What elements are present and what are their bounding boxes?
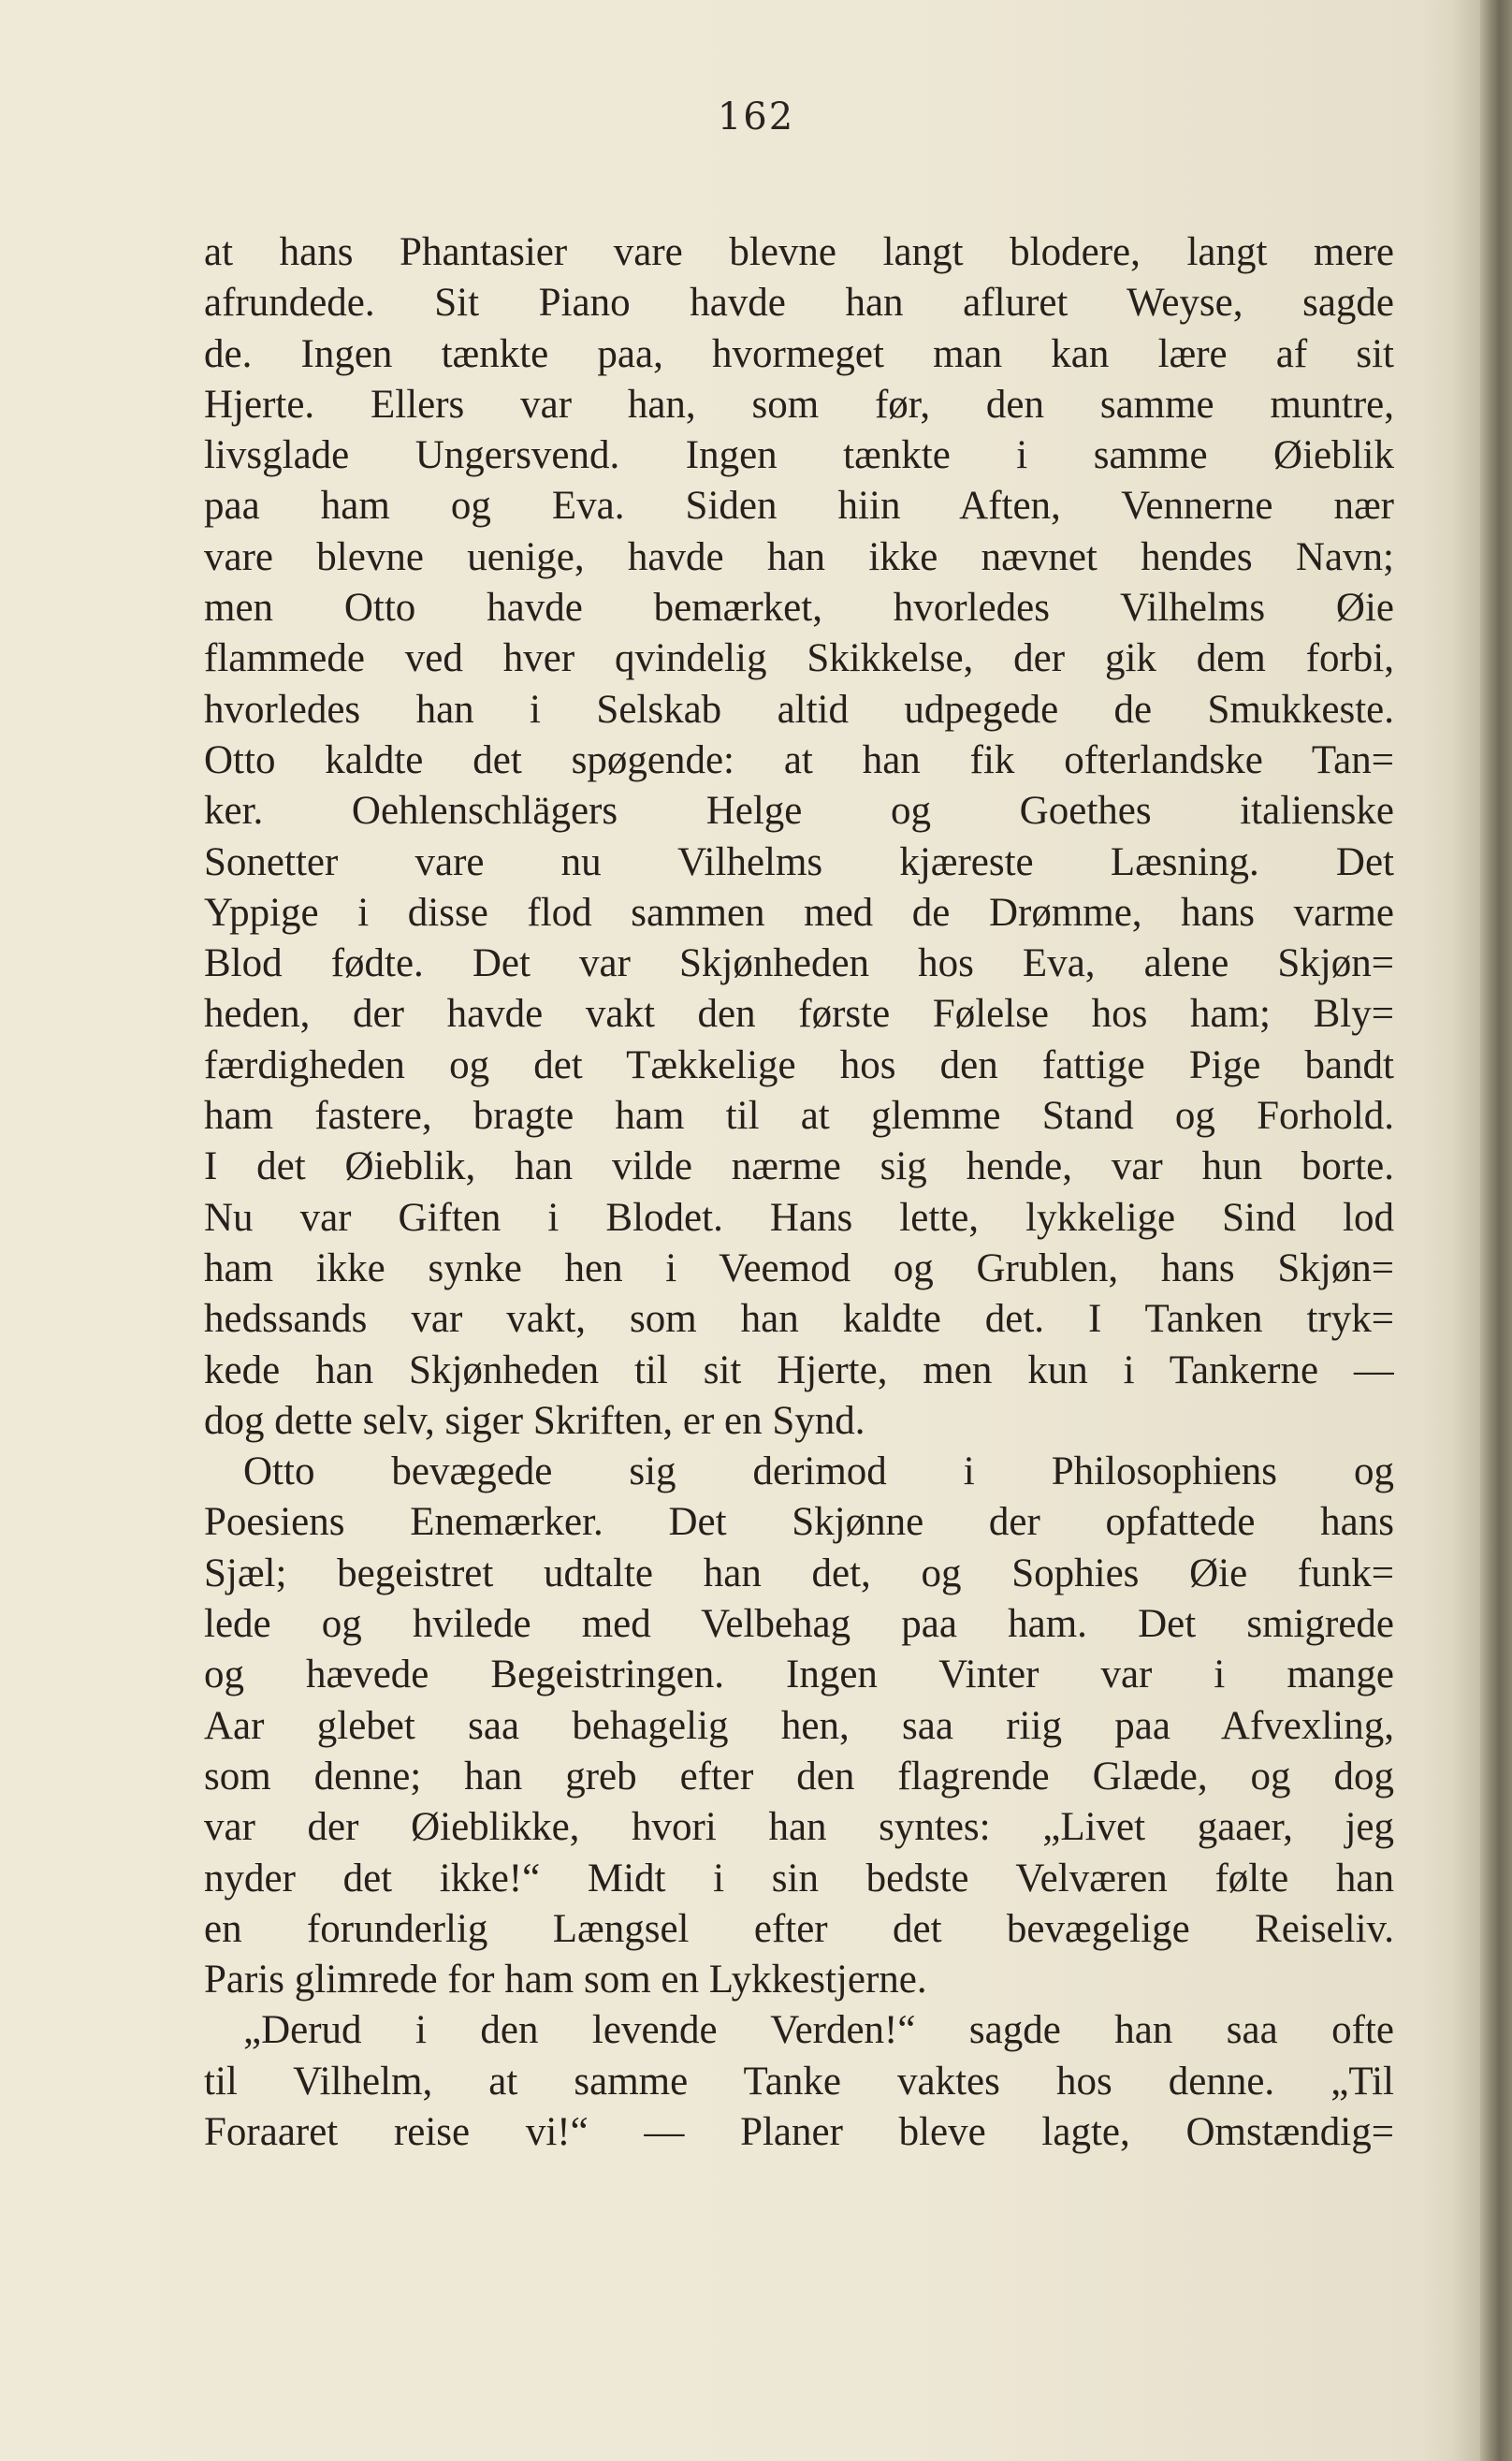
text-line: dog dette selv, siger Skriften, er en Synd. <box>204 1398 865 1443</box>
text-line: og hævede Begeistringen. Ingen Vinter var i mange <box>204 1653 1394 1697</box>
text-line: Poesiens Enemærker. Det Skjønne der opfattede hans <box>204 1500 1394 1545</box>
text-line: Hjerte. Ellers var han, som før, den samme muntre, <box>204 382 1394 427</box>
text-line: Paris glimrede for ham som en Lykkestjerne. <box>204 1958 927 2002</box>
body-text <box>204 227 1394 2158</box>
text-line: vare blevne uenige, havde han ikke nævnet hendes Navn; <box>204 534 1394 579</box>
text-line: Foraaret reise vi!“ — Planer bleve lagte, Omstændig= <box>204 2109 1394 2154</box>
text-line: Otto bevægede sig derimod i Philosophiens og <box>243 1449 1394 1494</box>
gutter-shadow <box>1452 0 1480 2461</box>
text-line: paa ham og Eva. Siden hiin Aften, Vennerne nær <box>204 484 1394 529</box>
text-line: kede han Skjønheden til sit Hjerte, men kun i Tankerne — <box>204 1347 1394 1392</box>
text-line: var der Øieblikke, hvori han syntes: „Livet gaaer, jeg <box>204 1805 1394 1850</box>
text-line: de. Ingen tænkte paa, hvormeget man kan lære af sit <box>204 331 1394 376</box>
text-line: en forunderlig Længsel efter det bevægelige Reiseliv. <box>204 1906 1394 1951</box>
text-line: færdigheden og det Tækkelige hos den fattige Pige bandt <box>204 1042 1394 1087</box>
text-line: til Vilhelm, at samme Tanke vaktes hos denne. „Til <box>204 2059 1394 2104</box>
text-line: ker. Oehlenschlägers Helge og Goethes italienske <box>204 789 1394 834</box>
text-line: nyder det ikke!“ Midt i sin bedste Velværen følte han <box>204 1856 1394 1900</box>
text-line: Aar glebet saa behagelig hen, saa riig paa Afvexling, <box>204 1703 1394 1748</box>
text-line: Nu var Giften i Blodet. Hans lette, lykkelige Sind lod <box>204 1195 1394 1240</box>
text-line: som denne; han greb efter den flagrende Glæde, og dog <box>204 1754 1394 1798</box>
text-line: Yppige i disse flod sammen med de Drømme, hans varme <box>204 890 1394 935</box>
text-line: at hans Phantasier vare blevne langt blodere, langt mere <box>204 230 1394 274</box>
text-line: Sonetter vare nu Vilhelms kjæreste Læsning. Det <box>204 839 1394 884</box>
text-line: I det Øieblik, han vilde nærme sig hende, var hun borte. <box>204 1144 1394 1189</box>
page-gutter-edge <box>1480 0 1512 2461</box>
text-line: lede og hvilede med Velbehag paa ham. Det smigrede <box>204 1602 1394 1647</box>
text-line: hedssands var vakt, som han kaldte det. I Tanken tryk= <box>204 1297 1394 1342</box>
text-line: hvorledes han i Selskab altid udpegede de Smukkeste. <box>204 687 1394 732</box>
text-line: „Derud i den levende Verden!“ sagde han saa ofte <box>243 2008 1394 2053</box>
text-line: afrundede. Sit Piano havde han afluret Weyse, sagde <box>204 281 1394 326</box>
text-line: ham ikke synke hen i Veemod og Grublen, hans Skjøn= <box>204 1245 1394 1290</box>
text-line: ham fastere, bragte ham til at glemme Stand og Forhold. <box>204 1094 1394 1139</box>
text-line: heden, der havde vakt den første Følelse hos ham; Bly= <box>204 992 1394 1037</box>
page-number: 162 <box>717 95 795 138</box>
text-line: Sjæl; begeistret udtalte han det, og Sophies Øie funk= <box>204 1551 1394 1595</box>
text-line: Otto kaldte det spøgende: at han fik ofterlandske Tan= <box>204 737 1394 782</box>
text-line: Blod fødte. Det var Skjønheden hos Eva, alene Skjøn= <box>204 941 1394 986</box>
text-line: livsglade Ungersvend. Ingen tænkte i samme Øieblik <box>204 433 1394 478</box>
text-line: flammede ved hver qvindelig Skikkelse, der gik dem forbi, <box>204 636 1394 681</box>
text-line: men Otto havde bemærket, hvorledes Vilhelms Øie <box>204 586 1394 631</box>
